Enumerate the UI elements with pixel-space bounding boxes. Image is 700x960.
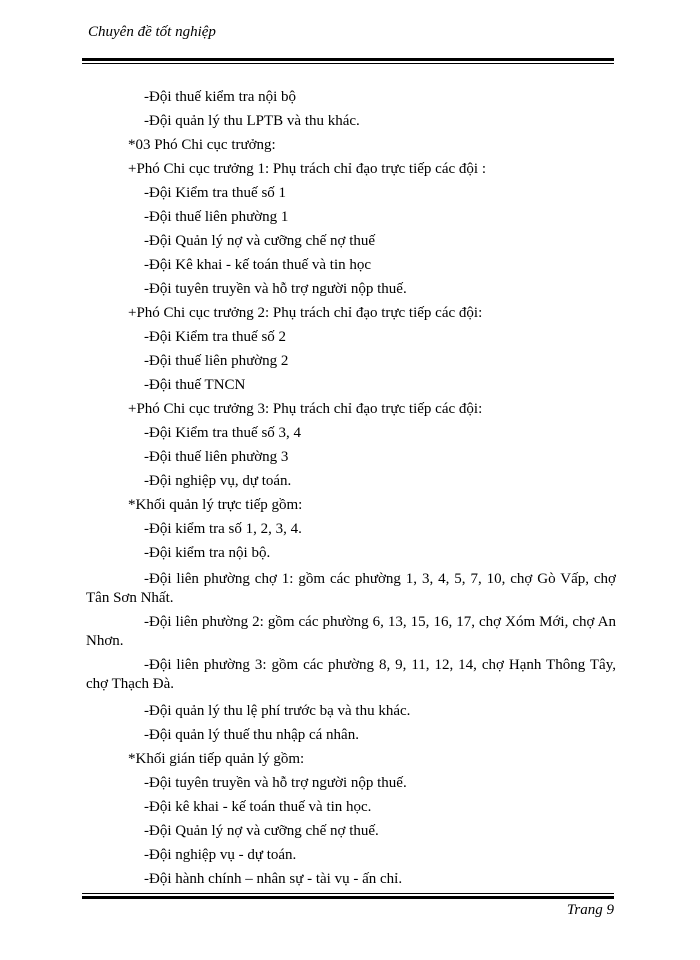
page-header: Chuyên đề tốt nghiệp: [88, 24, 216, 40]
text-line: -Đội Kiểm tra thuế số 2: [144, 329, 287, 345]
paragraph: -Đội liên phường 3: gồm các phường 8, 9, 11, 12, 14, chợ Hạnh Thông Tây, chợ Thạch Đà.: [86, 657, 616, 692]
section-heading: *03 Phó Chi cục trưởng:: [128, 137, 276, 153]
text-line: -Đội thuế kiểm tra nội bộ: [144, 89, 297, 105]
text-line: -Đội Quản lý nợ và cưỡng chế nợ thuế: [144, 233, 376, 249]
section-heading: *Khối gián tiếp quản lý gồm:: [128, 751, 305, 767]
footer-rule-thin: [82, 893, 614, 894]
text-line: -Đội quản lý thu LPTB và thu khác.: [144, 113, 360, 129]
text-line: -Đội thuế liên phường 2: [144, 353, 289, 369]
section-heading: *Khối quản lý trực tiếp gồm:: [128, 497, 303, 513]
paragraph: -Đội liên phường chợ 1: gồm các phường 1, 3, 4, 5, 7, 10, chợ Gò Vấp, chợ Tân Sơn Nhất.: [86, 571, 616, 606]
text-line: -Đội kiểm tra nội bộ.: [144, 545, 271, 561]
text-line: -Đội Kiểm tra thuế số 3, 4: [144, 425, 302, 441]
subsection-heading: +Phó Chi cục trưởng 1: Phụ trách chỉ đạo trực tiếp các đội :: [128, 161, 486, 177]
header-rule-thin: [82, 63, 614, 64]
subsection-heading: +Phó Chi cục trưởng 2: Phụ trách chỉ đạo trực tiếp các đội:: [128, 305, 483, 321]
text-line: -Đội hành chính – nhân sự - tài vụ - ấn chỉ.: [144, 871, 403, 887]
text-line: -Đội Kiểm tra thuế số 1: [144, 185, 287, 201]
text-line: -Đội Quản lý nợ và cưỡng chế nợ thuế.: [144, 823, 379, 839]
text-line: -Đội thuế TNCN: [144, 377, 246, 393]
document-body: [86, 85, 616, 891]
header-rule-thick: [82, 58, 614, 61]
text-line: -Đội nghiệp vụ, dự toán.: [144, 473, 292, 489]
subsection-heading: +Phó Chi cục trưởng 3: Phụ trách chỉ đạo trực tiếp các đội:: [128, 401, 483, 417]
text-line: -Đội quản lý thu lệ phí trước bạ và thu khác.: [144, 703, 411, 719]
page-number: Trang 9: [566, 902, 614, 918]
footer-rule-thick: [82, 896, 614, 899]
text-line: -Đội thuế liên phường 1: [144, 209, 289, 225]
text-line: -Đội tuyên truyền và hỗ trợ người nộp thuế.: [144, 775, 407, 791]
text-line: -Đội kiểm tra số 1, 2, 3, 4.: [144, 521, 302, 537]
text-line: -Đội Kê khai - kế toán thuế và tin học: [144, 257, 372, 273]
paragraph: -Đội liên phường 2: gồm các phường 6, 13, 15, 16, 17, chợ Xóm Mới, chợ An Nhơn.: [86, 614, 616, 649]
text-line: -Đội quản lý thuế thu nhập cá nhân.: [144, 727, 359, 743]
text-line: -Đội tuyên truyền và hỗ trợ người nộp thuế.: [144, 281, 407, 297]
text-line: -Đội kê khai - kế toán thuế và tin học.: [144, 799, 372, 815]
text-line: -Đội thuế liên phường 3: [144, 449, 289, 465]
text-line: -Đội nghiệp vụ - dự toán.: [144, 847, 297, 863]
